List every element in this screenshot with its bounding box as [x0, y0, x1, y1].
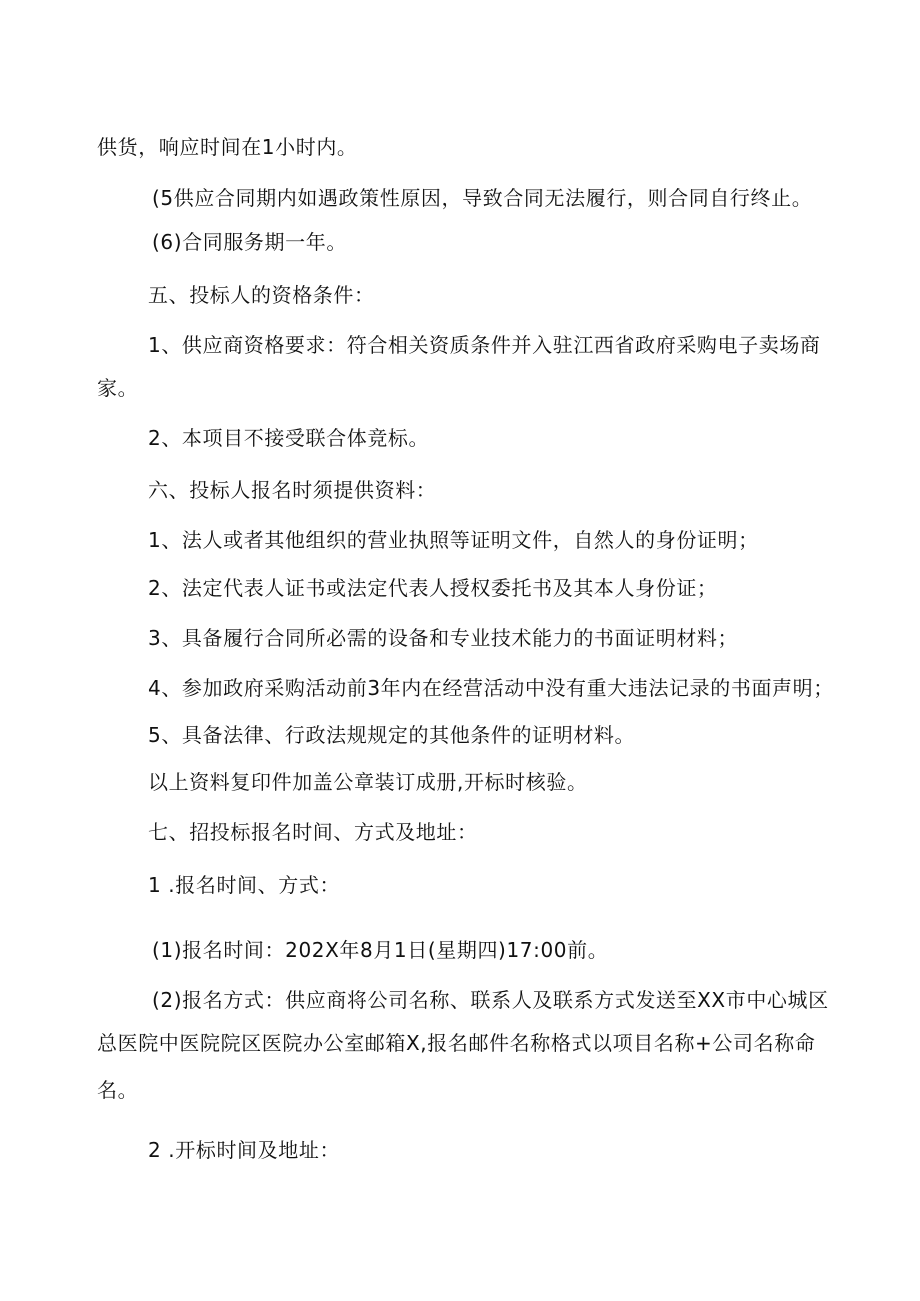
text-line: 总医院中医院院区医院办公室邮箱X,报名邮件名称格式以项目名称+公司名称命: [97, 1031, 816, 1055]
subheading-1: 1 .报名时间、方式：: [148, 873, 341, 897]
text-line: 5、具备法律、行政法规规定的其他条件的证明材料。: [148, 723, 636, 747]
section-heading-5: 五、投标人的资格条件：: [148, 283, 375, 307]
clause-6-line: (6)合同服务期一年。: [152, 230, 347, 254]
clause-5-line: (5供应合同期内如遇政策性原因，导致合同无法履行，则合同自行终止。: [152, 186, 813, 210]
registration-time: (1)报名时间：202X年8月1日(星期四)17:00前。: [152, 938, 609, 962]
text-line: 1、供应商资格要求：符合相关资质条件并入驻江西省政府采购电子卖场商: [148, 333, 821, 357]
text-line: 供货，响应时间在1小时内。: [97, 135, 358, 159]
text-line: 名。: [97, 1078, 139, 1102]
text-line: 2、法定代表人证书或法定代表人授权委托书及其本人身份证；: [148, 576, 718, 600]
text-line: 家。: [97, 376, 139, 400]
text-line: 以上资料复印件加盖公章装订成册,开标时核验。: [148, 770, 588, 794]
text-line: 2、本项目不接受联合体竞标。: [148, 426, 430, 450]
section-heading-6: 六、投标人报名时须提供资料：: [148, 478, 437, 502]
text-line: 4、参加政府采购活动前3年内在经营活动中没有重大违法记录的书面声明；: [148, 676, 834, 700]
section-heading-7: 七、招投标报名时间、方式及地址：: [148, 820, 478, 844]
text-line: 3、具备履行合同所必需的设备和专业技术能力的书面证明材料；: [148, 626, 739, 650]
registration-method: (2)报名方式：供应商将公司名称、联系人及联系方式发送至XX市中心城区: [152, 988, 829, 1012]
text-line: 1、法人或者其他组织的营业执照等证明文件，自然人的身份证明；: [148, 528, 759, 552]
subheading-2: 2 .开标时间及地址：: [148, 1138, 341, 1162]
